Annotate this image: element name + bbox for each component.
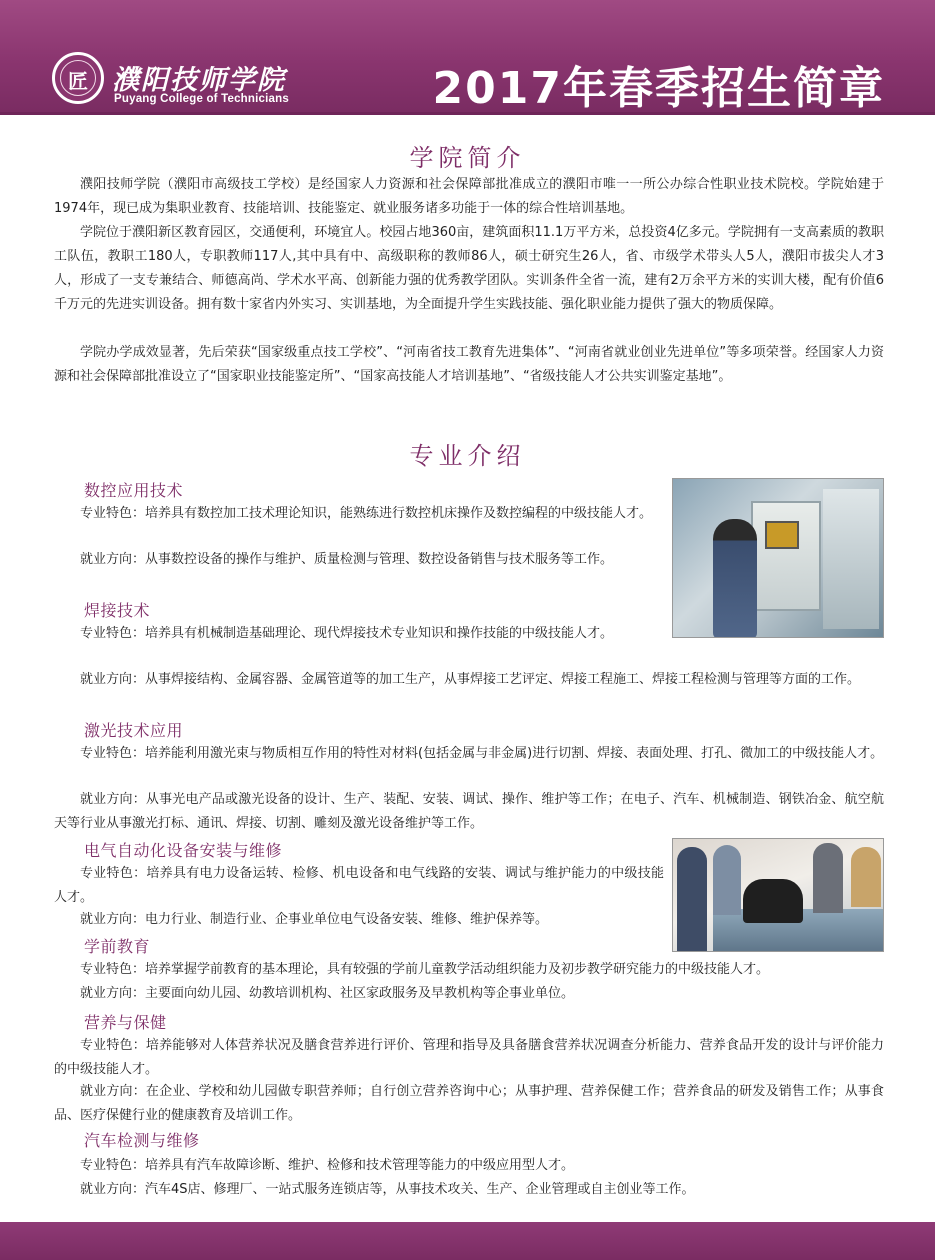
intro-paragraph-3: 学院办学成效显著，先后荣获“国家级重点技工学校”、“河南省技工教育先进集体”、“河南省就业创业先进单位”等多项荣誉。经国家人力资源和社会保障部批准设立了“国家职业技能鉴定所”、“国家高技能人才培训基地”、“省级技能人才公共实训鉴定基地”。 [54,345,884,384]
college-logo [52,52,104,104]
photo-person [851,847,881,907]
major-title: 数控应用技术 [84,481,184,500]
photo-person [743,879,803,923]
photo-person [813,843,843,913]
photo-person [713,845,741,915]
photo-panel [823,489,879,629]
page-title: 2017年春季招生简章 [432,63,885,114]
major-feature: 专业特色：培养能够对人体营养状况及膳食营养进行评价、管理和指导及具备膳食营养状况调查分析能力、营养食品开发的设计与评价能力的中级技能人才。 [54,1038,884,1077]
logo-glyph: 匠 [68,69,88,93]
intro-paragraph-1: 濮阳技师学院（濮阳市高级技工学校）是经国家人力资源和社会保障部批准成立的濮阳市唯一一所公办综合性职业技术院校。学院始建于1974年，现已成为集职业教育、技能培训、技能鉴定、就业服务诸多功能于一体的综合性培训基地。 [54,177,884,216]
major-direction: 就业方向：汽车4S店、修理厂、一站式服务连锁店等，从事技术攻关、生产、企业管理或自主创业等工作。 [80,1182,695,1197]
major-title: 激光技术应用 [84,721,184,740]
major-feature: 专业特色：培养具有数控加工技术理论知识，能熟练进行数控机床操作及数控编程的中级技能人才。 [80,506,653,521]
photo-student [713,519,757,638]
photo-machine [751,501,821,611]
major-title: 焊接技术 [84,601,151,620]
major-direction: 就业方向：从事焊接结构、金属容器、金属管道等的加工生产，从事焊接工艺评定、焊接工程施工、焊接工程检测与管理等方面的工作。 [80,672,861,687]
school-name-en: Puyang College of Technicians [114,93,289,105]
major-direction: 就业方向：从事数控设备的操作与维护、质量检测与管理、数控设备销售与技术服务等工作。 [80,552,614,567]
major-title: 电气自动化设备安装与维修 [84,841,283,860]
photo-person [677,847,707,952]
majors-heading: 专业介绍 [409,442,526,470]
major-title: 营养与保健 [84,1013,167,1032]
header-band [0,0,935,115]
major-feature: 专业特色：培养能利用激光束与物质相互作用的特性对材料(包括金属与非金属)进行切割、焊接、表面处理、打孔、微加工的中级技能人才。 [80,746,884,761]
major-feature: 专业特色：培养具有汽车故障诊断、维护、检修和技术管理等能力的中级应用型人才。 [80,1158,575,1173]
photo-screen [765,521,799,549]
major-direction: 就业方向：从事光电产品或激光设备的设计、生产、装配、安装、调试、操作、维护等工作；在电子、汽车、机械制造、钢铁冶金、航空航天等行业从事激光打标、通讯、焊接、切割、雕刻及激光设备维护等工作。 [54,792,884,831]
cnc-training-photo [672,478,884,638]
major-feature: 专业特色：培养具有电力设备运转、检修、机电设备和电气线路的安装、调试与维护能力的中级技能人才。 [54,866,664,905]
major-direction: 就业方向：主要面向幼儿园、幼教培训机构、社区家政服务及早教机构等企事业单位。 [80,986,575,1001]
intro-paragraph-2: 学院位于濮阳新区教育园区，交通便利，环境宜人。校园占地360亩，建筑面积11.1万平方米，总投资4亿多元。学院拥有一支高素质的教职工队伍，教职工180人，专职教师117人,其中具有中、高级职称的教师86人，硕士研究生26人，省、市级学术带头人5人，濮阳市拔尖人才3人，形成了一支专兼结合、师德高尚、学术水平高、创新能力强的优秀教学团队。实训条件全省一流，建有2万余平方米的实训大楼，配有价值6千万元的先进实训设备。拥有数十家省内外实习、实训基地，为全面提升学生实践技能、强化职业能力提供了强大的物质保障。 [54,225,884,312]
major-feature: 专业特色：培养掌握学前教育的基本理论，具有较强的学前儿童教学活动组织能力及初步教学研究能力的中级技能人才。 [80,962,770,977]
major-direction: 就业方向：在企业、学校和幼儿园做专职营养师；自行创立营养咨询中心；从事护理、营养保健工作；营养食品的研发及销售工作；从事食品、医疗保健行业的健康教育及培训工作。 [54,1084,884,1123]
major-title: 学前教育 [84,937,151,956]
intro-heading: 学院简介 [409,144,526,172]
major-title: 汽车检测与维修 [84,1131,200,1150]
major-direction: 就业方向：电力行业、制造行业、企事业单位电气设备安装、维修、维护保养等。 [80,912,549,927]
school-name-cn: 濮阳技师学院 [112,65,286,96]
footer-band [0,1222,935,1260]
electrical-training-photo [672,838,884,952]
major-feature: 专业特色：培养具有机械制造基础理论、现代焊接技术专业知识和操作技能的中级技能人才。 [80,626,614,641]
